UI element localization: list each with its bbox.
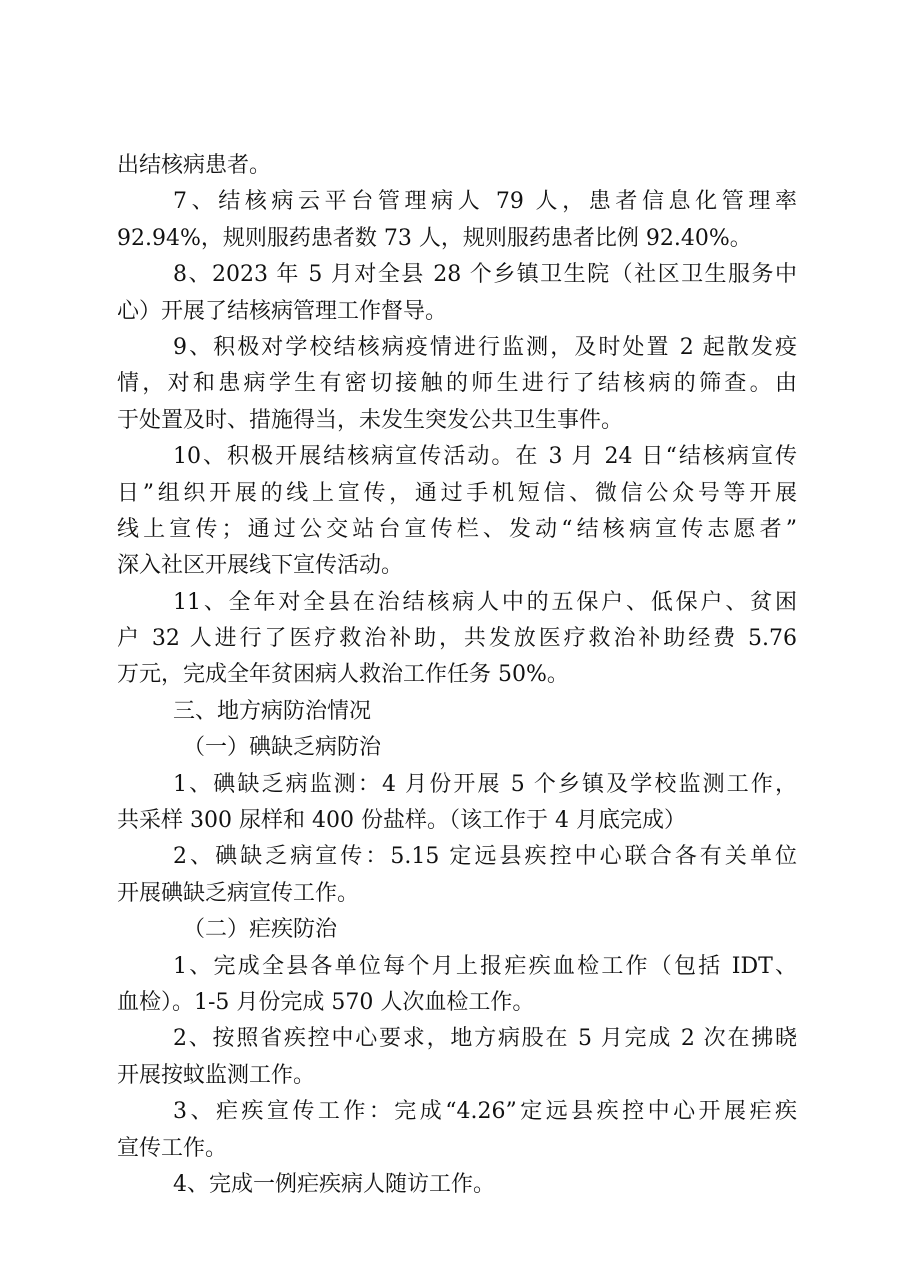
subsection-heading: （一）碘缺乏病防治 bbox=[183, 735, 382, 761]
section-heading: 三、地方病防治情况 bbox=[173, 698, 372, 724]
paragraph-line: 1、碘缺乏病监测：4 月份开展 5 个乡镇及学校监测工作， bbox=[173, 771, 797, 797]
subsection-heading: （二）疟疾防治 bbox=[183, 917, 338, 943]
paragraph-line: 心）开展了结核病管理工作督导。 bbox=[117, 298, 448, 324]
paragraph-line: 情，对和患病学生有密切接触的师生进行了结核病的筛查。由 bbox=[117, 371, 797, 397]
paragraph-line: 10、积极开展结核病宣传活动。在 3 月 24 日“结核病宣传 bbox=[173, 444, 797, 470]
paragraph-line: 92.94%，规则服药患者数 73 人，规则服药患者比例 92.40%。 bbox=[117, 225, 752, 251]
paragraph-line: 2、碘缺乏病宣传：5.15 定远县疾控中心联合各有关单位 bbox=[173, 844, 797, 870]
paragraph-line: 线上宣传；通过公交站台宣传栏、发动“结核病宣传志愿者” bbox=[117, 516, 797, 542]
paragraph-line: 开展碘缺乏病宣传工作。 bbox=[117, 880, 360, 906]
paragraph-line: 开展按蚊监测工作。 bbox=[117, 1062, 316, 1088]
paragraph-line: 于处置及时、措施得当，未发生突发公共卫生事件。 bbox=[117, 407, 624, 433]
paragraph-line: 4、完成一例疟疾病人随访工作。 bbox=[173, 1171, 495, 1197]
paragraph-line: 2、按照省疾控中心要求，地方病股在 5 月完成 2 次在拂晓 bbox=[173, 1026, 797, 1052]
paragraph-line: 7、结核病云平台管理病人 79 人，患者信息化管理率 bbox=[173, 189, 797, 215]
paragraph-line: 9、积极对学校结核病疫情进行监测，及时处置 2 起散发疫 bbox=[173, 334, 797, 360]
paragraph-line: 血检）。1-5 月份完成 570 人次血检工作。 bbox=[117, 989, 535, 1015]
paragraph-line: 户 32 人进行了医疗救治补助，共发放医疗救治补助经费 5.76 bbox=[117, 626, 797, 652]
paragraph-line: 1、完成全县各单位每个月上报疟疾血检工作（包括 IDT、 bbox=[173, 953, 797, 979]
document-body bbox=[117, 148, 797, 1203]
paragraph-line: 11、全年对全县在治结核病人中的五保户、低保户、贫困 bbox=[173, 589, 797, 615]
paragraph-line: 万元，完成全年贫困病人救治工作任务 50%。 bbox=[117, 662, 569, 688]
paragraph-line: 共采样 300 尿样和 400 份盐样。（该工作于 4 月底完成） bbox=[117, 808, 686, 834]
paragraph-line: 日”组织开展的线上宣传，通过手机短信、微信公众号等开展 bbox=[117, 480, 797, 506]
paragraph-line: 宣传工作。 bbox=[117, 1135, 228, 1161]
paragraph-line: 出结核病患者。 bbox=[117, 153, 272, 178]
paragraph-line: 深入社区开展线下宣传活动。 bbox=[117, 553, 404, 579]
paragraph-line: 8、2023 年 5 月对全县 28 个乡镇卫生院（社区卫生服务中 bbox=[173, 262, 797, 288]
paragraph-line: 3、疟疾宣传工作：完成“4.26”定远县疾控中心开展疟疾 bbox=[173, 1099, 797, 1125]
